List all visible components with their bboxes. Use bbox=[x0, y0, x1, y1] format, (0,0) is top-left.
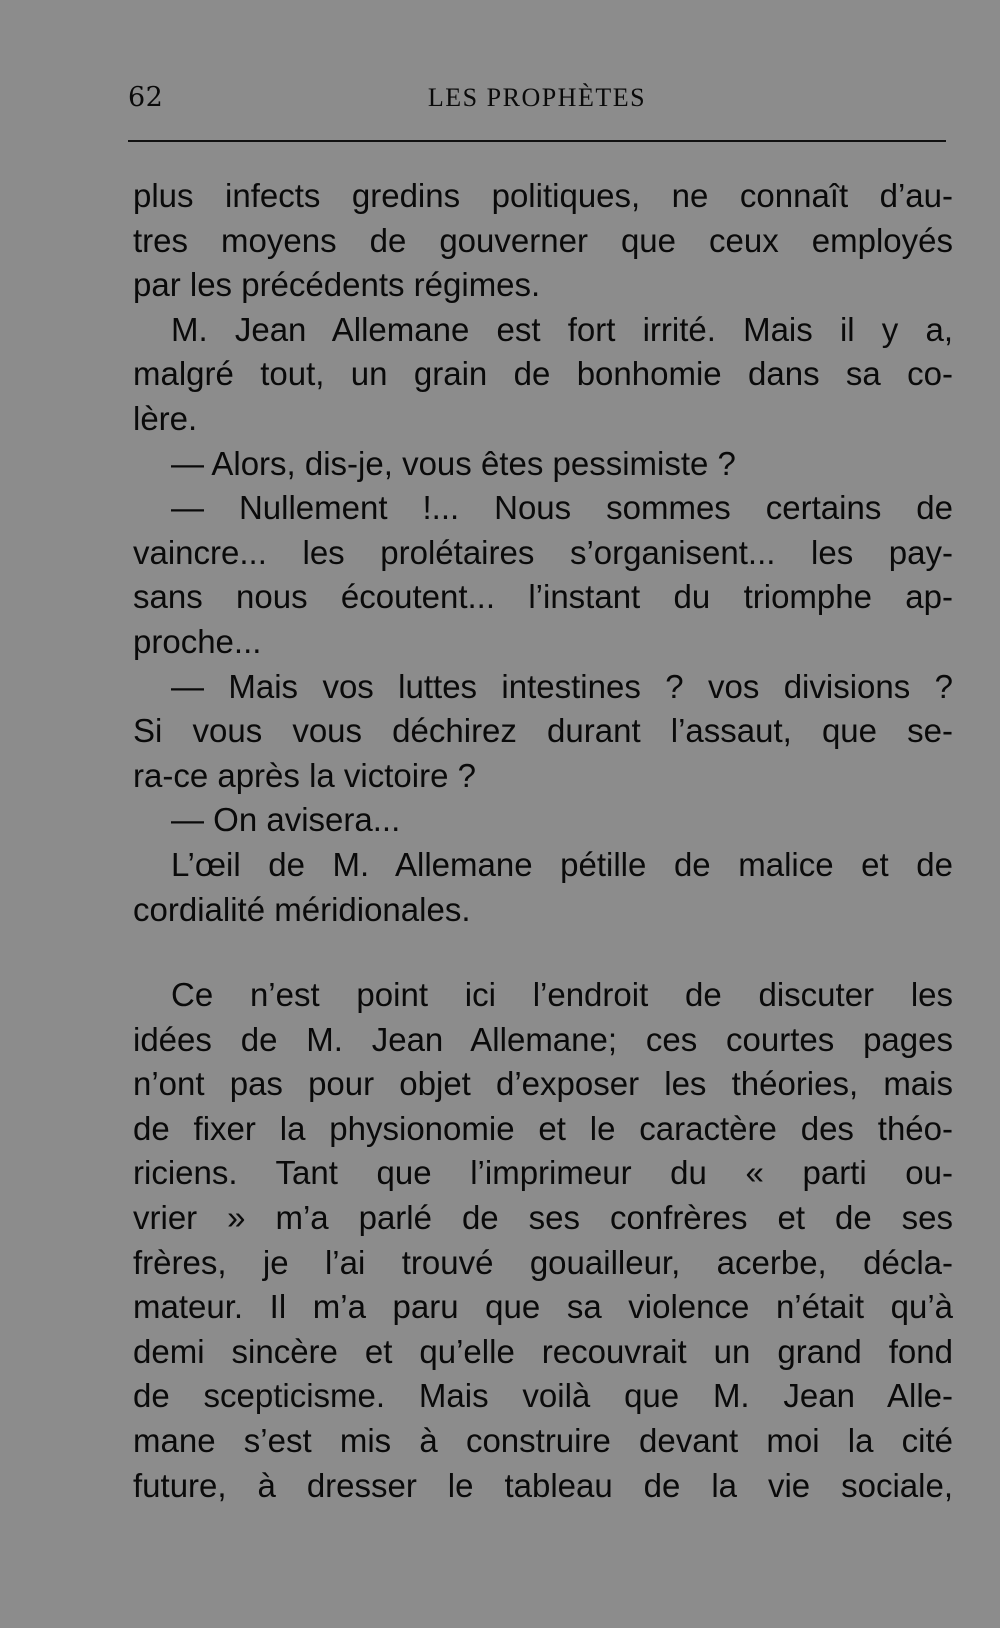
text-line: ra-ce après la victoire ? bbox=[133, 756, 476, 794]
text-block-paragraph bbox=[133, 973, 953, 1508]
text-line: M. Jean Allemane est fort irrité. Mais il y a, bbox=[171, 310, 953, 348]
text-line: mateur. Il m’a paru que sa violence n’était qu’à bbox=[133, 1288, 953, 1326]
text-line: cordialité méridionales. bbox=[133, 890, 471, 928]
text-line: future, à dresser le tableau de la vie sociale, bbox=[133, 1466, 953, 1504]
text-block-dialogue bbox=[133, 174, 953, 932]
text-line: vrier » m’a parlé de ses confrères et de ses bbox=[133, 1198, 953, 1236]
text-line: malgré tout, un grain de bonhomie dans sa co- bbox=[133, 355, 953, 393]
text-line: lère. bbox=[133, 399, 198, 437]
text-line: sans nous écoutent... l’instant du triomphe ap- bbox=[133, 578, 953, 616]
text-line: Si vous vous déchirez durant l’assaut, que se- bbox=[133, 712, 953, 750]
text-line: idées de M. Jean Allemane; ces courtes pages bbox=[133, 1020, 953, 1058]
page-header bbox=[128, 78, 946, 118]
text-line: plus infects gredins politiques, ne connaît d’au- bbox=[133, 177, 953, 214]
text-line: demi sincère et qu’elle recouvrait un grand fond bbox=[133, 1332, 953, 1370]
text-line: tres moyens de gouverner que ceux employés bbox=[133, 221, 953, 259]
text-line: vaincre... les prolétaires s’organisent... les pay- bbox=[133, 533, 953, 571]
text-line: L’œil de M. Allemane pétille de malice et de bbox=[171, 845, 953, 883]
text-line: de fixer la physionomie et le caractère des théo- bbox=[133, 1109, 953, 1147]
text-line: de scepticisme. Mais voilà que M. Jean Alle- bbox=[133, 1377, 953, 1415]
text-line: — Mais vos luttes intestines ? vos divisions ? bbox=[171, 667, 953, 705]
text-line: proche... bbox=[133, 622, 262, 660]
text-line: — Nullement !... Nous sommes certains de bbox=[171, 489, 953, 527]
header-rule bbox=[128, 140, 946, 142]
text-line: frères, je l’ai trouvé gouailleur, acerbe, décla- bbox=[133, 1243, 953, 1281]
text-line: mane s’est mis à construire devant moi la cité bbox=[133, 1421, 953, 1459]
text-line: — Alors, dis-je, vous êtes pessimiste ? bbox=[171, 444, 736, 482]
text-line: Ce n’est point ici l’endroit de discuter les bbox=[171, 976, 953, 1013]
running-title: LES PROPHÈTES bbox=[427, 83, 647, 112]
text-line: par les précédents régimes. bbox=[133, 266, 541, 304]
text-line: n’ont pas pour objet d’exposer les théories, mais bbox=[133, 1065, 953, 1103]
text-line: — On avisera... bbox=[171, 801, 401, 839]
page-number: 62 bbox=[128, 82, 164, 113]
text-line: riciens. Tant que l’imprimeur du « parti ou- bbox=[133, 1154, 953, 1192]
